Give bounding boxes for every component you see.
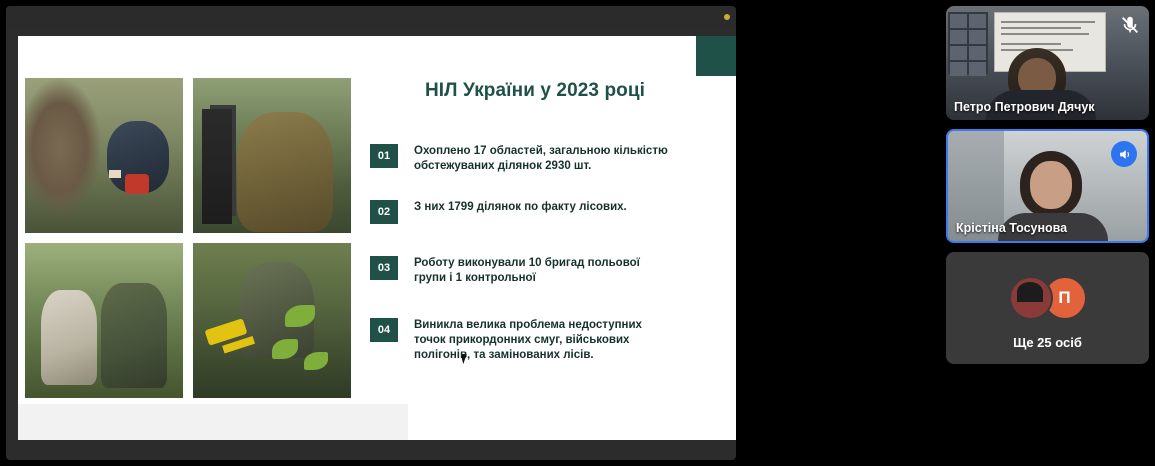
slide-bullet-list: [370, 144, 710, 389]
slide-photo-1: [25, 78, 183, 233]
microphone-muted-icon: [1119, 14, 1141, 36]
avatar-initial: П: [1043, 276, 1087, 320]
slide-photo-2: [193, 78, 351, 233]
slide-bottom-band: [18, 404, 408, 440]
slide-accent-square: [696, 36, 736, 76]
others-count-label: Ще 25 осіб: [1013, 335, 1082, 350]
leaf-shape: [304, 352, 328, 370]
slide-bullet-item: [370, 256, 710, 286]
leaf-shape: [272, 339, 298, 359]
slide-bullet-item: [370, 200, 710, 224]
bullet-text: Виникла велика проблема недоступних точок прикордонних смуг, військових полігонів, та замінованих лісів.: [414, 319, 642, 361]
bullet-text: З них 1799 ділянок по факту лісових.: [414, 201, 627, 213]
participant-tile-petro[interactable]: [946, 6, 1149, 120]
presentation-slide: [18, 36, 736, 440]
others-participants-tile[interactable]: [946, 252, 1149, 364]
speaker-volume-icon: [1111, 141, 1137, 167]
leaf-shape: [285, 305, 315, 327]
recording-indicator-icon: [724, 14, 730, 20]
slide-bullet-item: [370, 318, 710, 363]
bullet-text: Охоплено 17 областей, загальною кількістю обстежуваних ділянок 2930 шт.: [414, 145, 668, 172]
participant-rail: [946, 6, 1149, 373]
shared-window-titlebar: [6, 6, 736, 30]
avatar: [1009, 276, 1053, 320]
participant-name-label: Петро Петрович Дячук: [954, 100, 1095, 114]
person-face: [1030, 161, 1072, 209]
participant-name-label: Крістіна Тосунова: [956, 221, 1068, 235]
participant-tile-kristina[interactable]: [946, 129, 1149, 243]
slide-photo-grid: [25, 78, 352, 398]
bullet-number: 03: [370, 256, 398, 280]
shared-thumbnail-strip: [948, 12, 988, 74]
bullet-number: 01: [370, 144, 398, 168]
avatar-group: [946, 276, 1149, 320]
slide-title: НІЛ України у 2023 році: [424, 80, 646, 101]
slide-photo-3: [25, 243, 183, 398]
slide-bullet-item: [370, 144, 710, 174]
bullet-number: 04: [370, 318, 398, 342]
slide-photo-4: [193, 243, 351, 398]
shared-window-frame: [6, 6, 736, 460]
bullet-number: 02: [370, 200, 398, 224]
bullet-text: Роботу виконували 10 бригад польової групи і 1 контрольної: [414, 257, 640, 284]
